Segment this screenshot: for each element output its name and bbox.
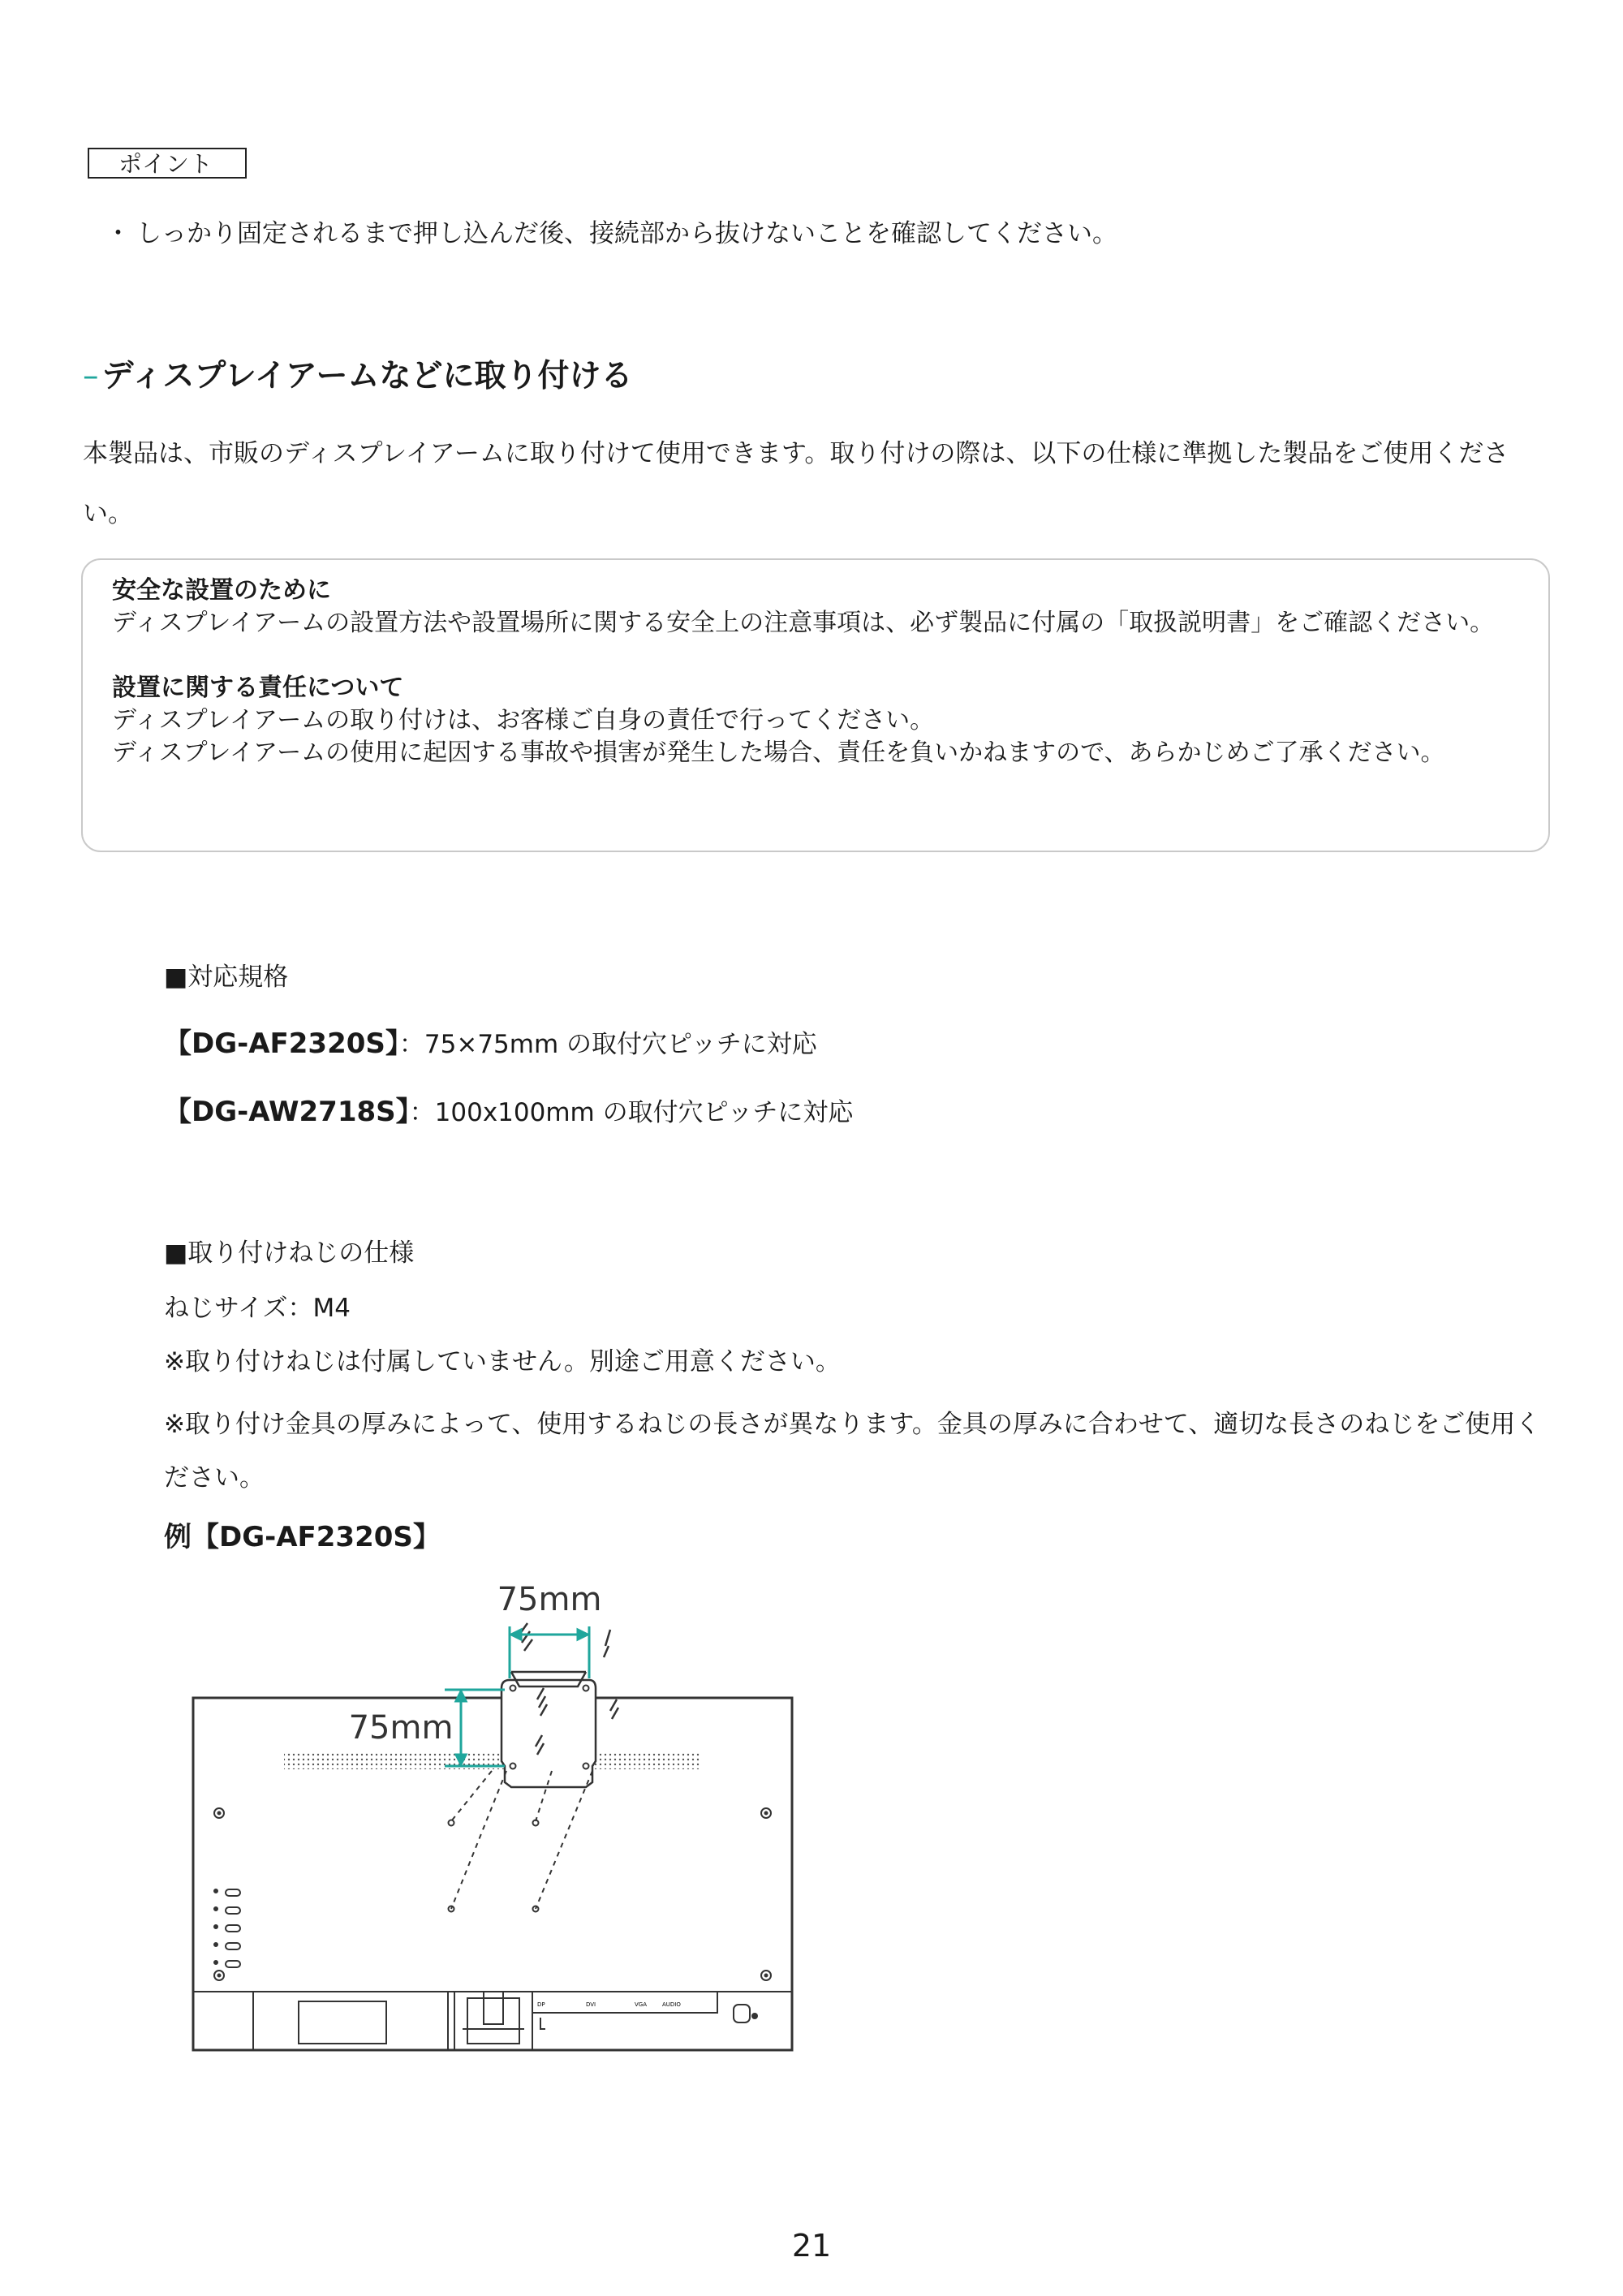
model-aw2718s: 【DG-AW2718S】 [164, 1096, 410, 1128]
port-panel [532, 1992, 717, 2013]
note-text-safety: ディスプレイアームの設置方法や設置場所に関する安全上の注意事項は、必ず製品に付属の「取扱説明書」をご確認ください。 [112, 609, 1495, 637]
note-text-responsibility-1: ディスプレイアームの取り付けは、お客様ご自身の責任で行ってください。 [112, 706, 935, 734]
screw-guide-lines [451, 1771, 592, 1909]
port-label-audio: AUDIO [662, 2001, 681, 2008]
intro-paragraph: 本製品は、市販のディスプレイアームに取り付けて使用できます。取り付けの際は、以下の仕様に準拠した製品をご使用ください。 [83, 439, 1509, 528]
note-heading-responsibility: 設置に関する責任について [112, 674, 404, 702]
section-title-text: ディスプレイアームなどに取り付ける [101, 358, 633, 394]
monitor-back [193, 1698, 792, 2050]
page-number: 21 [791, 2228, 832, 2264]
dimension-horizontal [510, 1626, 589, 1678]
compat-heading: ■対応規格 [164, 963, 289, 992]
vesa-mount-plate [502, 1680, 596, 1787]
pitch-aw2718s: ：100x100mm の取付穴ピッチに対応 [409, 1098, 854, 1127]
dimension-v-label: 75mm [348, 1709, 454, 1747]
corner-screws [214, 1808, 771, 1980]
pitch-af2320s: ：75×75mm の取付穴ピッチに対応 [398, 1030, 817, 1059]
side-buttons [214, 1889, 240, 1967]
example-title: 例【DG-AF2320S】 [164, 1521, 441, 1553]
screw-note-2: ※取り付け金具の厚みによって、使用するねじの長さが異なります。金具の厚みに合わせて、適切な長さのねじをご使用ください。 [164, 1410, 1541, 1493]
note-text-responsibility-2: ディスプレイアームの使用に起因する事故や損害が発生した場合、責任を負いかねますので、あらかじめご了承ください。 [112, 739, 1445, 767]
note-heading-safety: 安全な設置のために [112, 576, 331, 605]
port-label-dvi: DVI [586, 2001, 596, 2008]
point-label: ポイント [88, 148, 247, 179]
title-dash: – [83, 358, 99, 394]
screw-size: ねじサイズ：M4 [164, 1294, 351, 1323]
bottom-panel [253, 1992, 448, 2050]
screw-note-1: ※取り付けねじは付属していません。別途ご用意ください。 [164, 1347, 841, 1376]
bullet-mark: ・ [105, 219, 131, 248]
dimension-h-label: 75mm [497, 1581, 602, 1618]
screw-heading: ■取り付けねじの仕様 [164, 1238, 415, 1268]
model-af2320s: 【DG-AF2320S】 [164, 1027, 399, 1060]
bullet-text: しっかり固定されるまで押し込んだ後、接続部から抜けないことを確認してください。 [136, 219, 1117, 248]
stand-joint [454, 1992, 532, 2050]
port-label-vga: VGA [635, 2001, 648, 2008]
port-label-dp: DP [537, 2001, 545, 2008]
